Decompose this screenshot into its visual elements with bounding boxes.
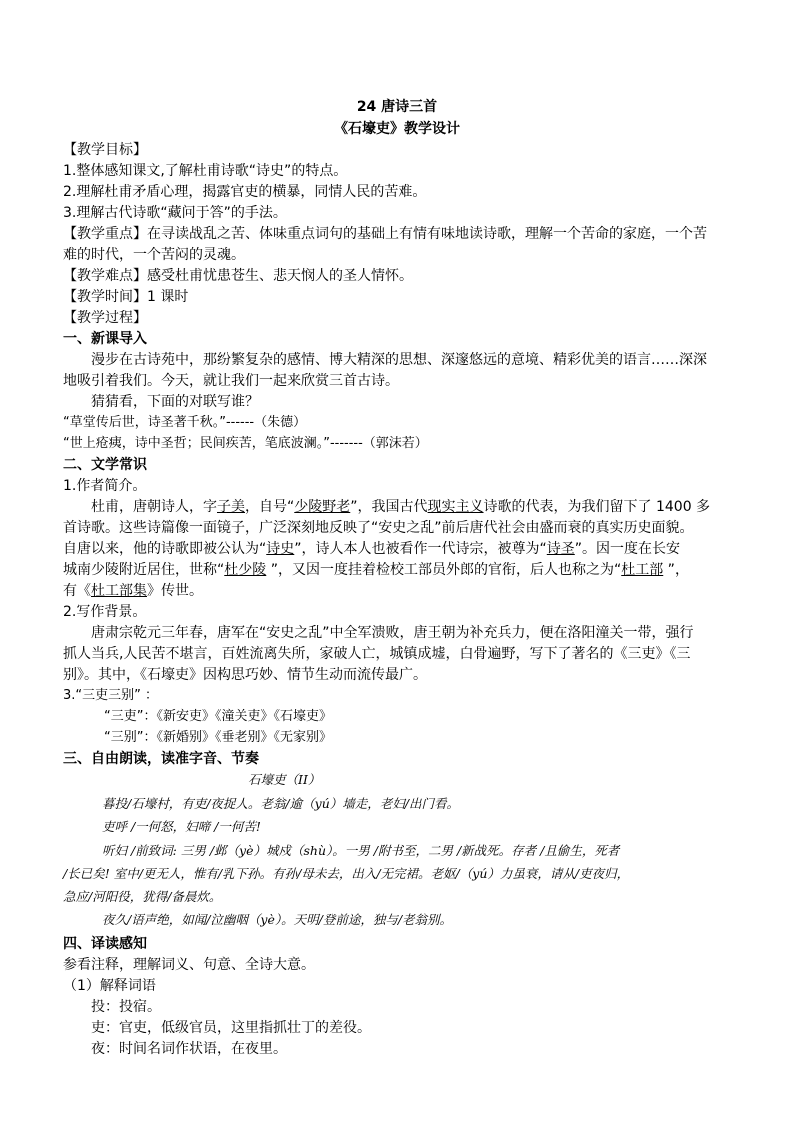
background-line: 别》。其中，《石壕吏》因构思巧妙、情节生动而流传最广。 [63,667,427,683]
title-dugongbu: 杜工部 [621,562,664,578]
text-run: ”，我国古代 [350,499,428,515]
section1-heading: 一、新课导入 [63,331,147,347]
text-run: ”。因一度在长安 [574,541,681,557]
vocab-term: 夜：时间名词作状语，在夜里。 [91,1041,287,1057]
background-heading: 2.写作背景。 [63,604,147,620]
vocab-term: 投：投宿。 [91,999,161,1015]
key-points-text: 在寻读战乱之苦、体味重点词句的基础上有情有味地读诗歌，理解一个苦命的家庭，一个苦 [147,226,707,242]
text-run: 有《 [63,583,91,599]
objective-item: 3.理解古代诗歌“藏问于答”的手法。 [63,205,287,221]
couplet-2: “世上疮痍，诗中圣哲；民间疾苦，笔底波澜。”-------（郭沫若） [63,436,428,451]
pseudonym: 少陵野老 [294,499,351,515]
objective-item: 2.理解杜甫矛盾心理，揭露官吏的横暴，同情人民的苦难。 [63,184,427,200]
author-line [63,539,680,559]
three-li: “三吏”：《新安吏》《潼关吏》《石壕吏》 [104,709,332,724]
text-run: ”，又因一度挂着检校工部员外郎的官衔，后人也称之为“ [266,562,622,578]
lesson-title: 24 唐诗三首 [356,99,438,115]
epithet-shishi: 诗史 [266,541,295,557]
author-line: 首诗歌。这些诗篇像一面镜子，广泛深刻地反映了“安史之乱”前后唐代社会由盛而衰的真实历史面貌。 [63,520,694,536]
key-points-text-cont: 难的时代，一个苦闷的灵魂。 [63,247,245,263]
text-run: ，自号“ [245,499,295,515]
objectives-heading: 【教学目标】 [63,142,147,158]
poem-line: 急应/河阳役，犹得/备晨炊。 [63,889,222,904]
author-heading: 1.作者简介。 [63,478,147,494]
text-run: ”， [663,562,689,578]
text-run: 杜甫，唐朝诗人，字 [91,499,217,515]
poem-title: 石壕吏（ⅠⅠ） [248,772,321,787]
objective-item: 1.整体感知课文,了解杜甫诗歌“诗史”的特点。 [63,163,348,179]
section4-intro: 参看注释，理解词义、句意、全诗大意。 [63,957,315,973]
key-points [63,224,707,244]
text-run: 诗歌的代表，为我们留下了 1400 多 [483,499,711,515]
difficulty-text: 感受杜甫忧患苍生、悲天悯人的圣人情怀。 [147,268,413,284]
time-text: 1 课时 [147,289,189,305]
vocab-heading: （1）解释词语 [63,978,156,994]
section3-heading: 三、自由朗读，读准字音、节奏 [63,751,259,767]
couplet-1: “草堂传后世，诗圣著千秋。”------（朱德） [63,415,307,430]
collection-title: 杜工部集 [91,583,147,599]
poem-line: 吏呼 /一何怒，妇啼 /一何苦! [102,819,261,834]
poem-line: /长已矣! 室中/更无人，惟有/乳下孙。有孙/母未去，出入/无完裙。老妪/（yú）力虽衰，请从/吏夜归， [63,866,630,881]
literary-genre: 现实主义 [427,499,484,515]
design-title: 《石壕吏》教学设计 [334,121,460,137]
three-heading: 3.“三吏三别” ： [63,688,159,703]
text-run: 城南少陵附近居住，世称“ [63,562,225,578]
intro-para-cont: 地吸引着我们。今天，就让我们一起来欣赏三首古诗。 [63,373,399,389]
background-line: 抓人当兵,人民苦不堪言，百姓流离失所，家破人亡，城镇成墟，白骨遍野，写下了著名的《三吏》《三 [63,646,691,662]
difficulty [63,266,413,286]
background-line: 唐肃宗乾元三年春，唐军在“安史之乱”中全军溃败，唐王朝为补充兵力，便在洛阳潼关一带，强行 [91,625,694,641]
courtesy-name: 子美 [217,499,245,515]
poem-line: 暮投/石壕村，有吏/夜捉人。老翁/逾（yú）墙走，老妇/出门看。 [102,796,459,811]
section4-heading: 四、译读感知 [63,936,147,952]
process-heading: 【教学过程】 [63,310,147,326]
text-run: ”，诗人本人也被看作一代诗宗，被尊为“ [294,541,547,557]
difficulty-label: 【教学难点】 [63,268,147,284]
time-label: 【教学时间】 [63,289,147,305]
intro-para: 漫步在古诗苑中，那纷繁复杂的感情、博大精深的思想、深邃悠远的意境、精彩优美的语言……深深 [91,352,707,368]
key-points-label: 【教学重点】 [63,226,147,242]
title-dushaoling: 杜少陵 [224,562,267,578]
text-run: 》传世。 [147,583,203,599]
teaching-time [63,287,188,307]
three-bie: “三别”：《新婚别》《垂老别》《无家别》 [104,730,332,745]
author-line [63,560,689,580]
author-line [63,581,203,601]
vocab-term: 吏：官吏，低级官员，这里指抓壮丁的差役。 [91,1020,371,1036]
author-line [91,497,710,517]
section2-heading: 二、文学常识 [63,457,147,473]
poem-line: 听妇 /前致词: 三男 /邺（yè）城戍（shù）。一男 /附书至，二男 /新战死。存者 /且偷生，死者 [102,843,620,858]
guess-question: 猜猜看，下面的对联写谁？ [91,394,259,410]
epithet-shisheng: 诗圣 [546,541,575,557]
text-run: 自唐以来，他的诗歌即被公认为“ [63,541,267,557]
poem-line: 夜久/语声绝，如闻/泣幽咽（yè）。天明/登前途，独与/老翁别。 [102,912,453,927]
